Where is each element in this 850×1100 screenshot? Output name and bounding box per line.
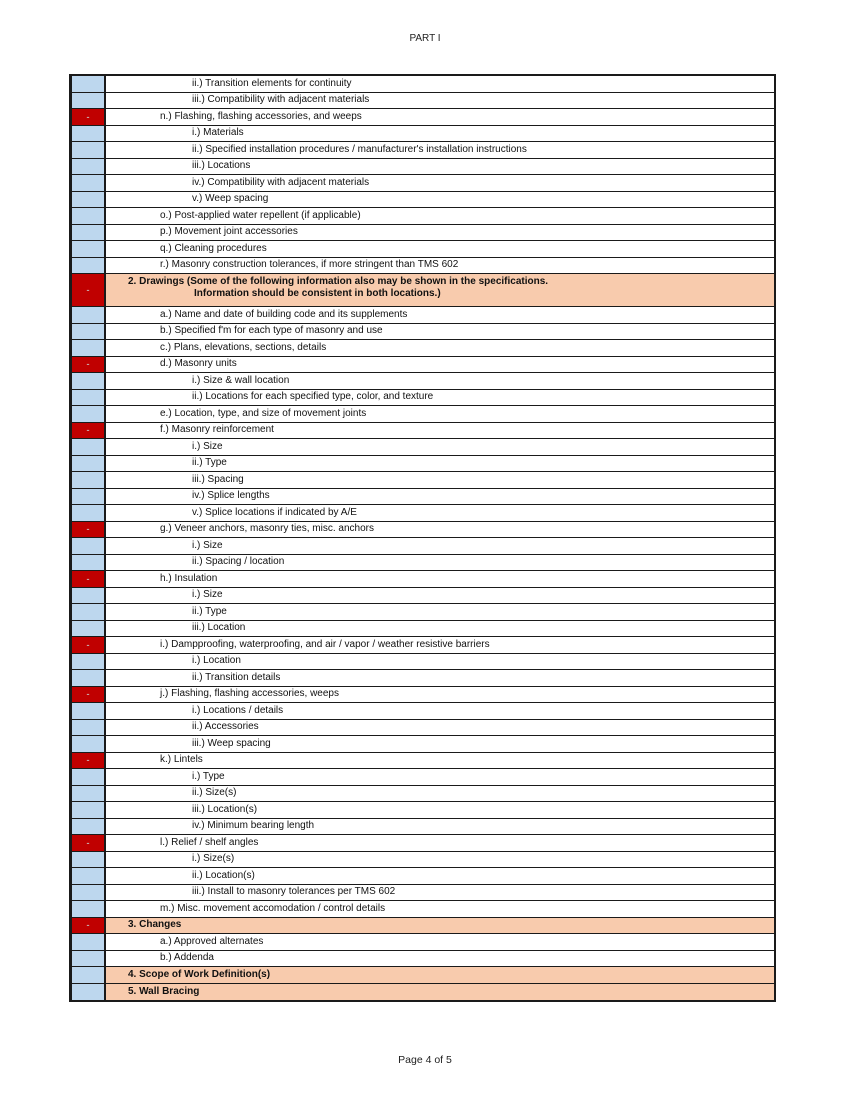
section-row xyxy=(72,967,774,984)
checklist-row xyxy=(72,753,774,770)
checklist-row xyxy=(72,802,774,819)
checklist-row xyxy=(72,225,774,242)
status-cell xyxy=(72,885,106,901)
item-label: i.) Size & wall location xyxy=(106,373,774,389)
checklist-row xyxy=(72,819,774,836)
checklist-row xyxy=(72,489,774,506)
checklist-row xyxy=(72,835,774,852)
item-label: i.) Type xyxy=(106,769,774,785)
checklist-row xyxy=(72,901,774,918)
collapse-toggle-button[interactable]: - xyxy=(72,835,106,851)
item-label: v.) Weep spacing xyxy=(106,192,774,208)
item-label: iii.) Locations xyxy=(106,159,774,175)
section-title: 5. Wall Bracing xyxy=(106,984,774,1001)
checklist-row xyxy=(72,241,774,258)
item-label: n.) Flashing, flashing accessories, and weeps xyxy=(106,109,774,125)
item-label: i.) Size xyxy=(106,588,774,604)
status-cell xyxy=(72,967,106,983)
checklist-row xyxy=(72,786,774,803)
section-title xyxy=(106,274,774,306)
item-label: l.) Relief / shelf angles xyxy=(106,835,774,851)
checklist-row xyxy=(72,868,774,885)
status-cell xyxy=(72,258,106,274)
checklist-row xyxy=(72,555,774,572)
status-cell xyxy=(72,93,106,109)
item-label: c.) Plans, elevations, sections, details xyxy=(106,340,774,356)
checklist-row xyxy=(72,852,774,869)
checklist-row xyxy=(72,670,774,687)
checklist-row xyxy=(72,208,774,225)
checklist-row xyxy=(72,142,774,159)
item-label: i.) Dampproofing, waterproofing, and air / vapor / weather resistive barriers xyxy=(106,637,774,653)
checklist-row xyxy=(72,505,774,522)
status-cell xyxy=(72,324,106,340)
status-cell xyxy=(72,703,106,719)
item-label: f.) Masonry reinforcement xyxy=(106,423,774,439)
item-label: r.) Masonry construction tolerances, if more stringent than TMS 602 xyxy=(106,258,774,274)
checklist-row xyxy=(72,373,774,390)
status-cell xyxy=(72,208,106,224)
checklist-row xyxy=(72,951,774,968)
status-cell xyxy=(72,175,106,191)
item-label: iii.) Install to masonry tolerances per TMS 602 xyxy=(106,885,774,901)
item-label: ii.) Spacing / location xyxy=(106,555,774,571)
item-label: ii.) Transition elements for continuity xyxy=(106,76,774,92)
status-cell xyxy=(72,802,106,818)
item-label: iii.) Spacing xyxy=(106,472,774,488)
collapse-toggle-button[interactable]: - xyxy=(72,687,106,703)
item-label: iv.) Minimum bearing length xyxy=(106,819,774,835)
item-label: k.) Lintels xyxy=(106,753,774,769)
collapse-toggle-button[interactable]: - xyxy=(72,918,106,934)
status-cell xyxy=(72,439,106,455)
status-cell xyxy=(72,819,106,835)
checklist-row xyxy=(72,340,774,357)
item-label: ii.) Type xyxy=(106,456,774,472)
checklist-row xyxy=(72,736,774,753)
checklist-row xyxy=(72,406,774,423)
item-label: g.) Veneer anchors, masonry ties, misc. anchors xyxy=(106,522,774,538)
item-label: i.) Size(s) xyxy=(106,852,774,868)
status-cell xyxy=(72,538,106,554)
item-label: ii.) Size(s) xyxy=(106,786,774,802)
status-cell xyxy=(72,373,106,389)
status-cell xyxy=(72,868,106,884)
checklist-row xyxy=(72,703,774,720)
checklist-table xyxy=(69,74,776,1002)
checklist-row xyxy=(72,126,774,143)
status-cell xyxy=(72,192,106,208)
status-cell xyxy=(72,472,106,488)
item-label: iii.) Weep spacing xyxy=(106,736,774,752)
item-label: ii.) Locations for each specified type, color, and texture xyxy=(106,390,774,406)
item-label: iv.) Splice lengths xyxy=(106,489,774,505)
status-cell xyxy=(72,604,106,620)
checklist-row xyxy=(72,93,774,110)
section-title-line-2: Information should be consistent in both locations.) xyxy=(194,288,441,299)
checklist-row xyxy=(72,571,774,588)
checklist-row xyxy=(72,934,774,951)
section-title: 4. Scope of Work Definition(s) xyxy=(106,967,774,983)
checklist-row xyxy=(72,538,774,555)
status-cell xyxy=(72,505,106,521)
item-label: iii.) Location(s) xyxy=(106,802,774,818)
item-label: a.) Approved alternates xyxy=(106,934,774,950)
checklist-row xyxy=(72,769,774,786)
status-cell xyxy=(72,555,106,571)
status-cell xyxy=(72,456,106,472)
item-label: h.) Insulation xyxy=(106,571,774,587)
status-cell xyxy=(72,241,106,257)
status-cell xyxy=(72,769,106,785)
item-label: p.) Movement joint accessories xyxy=(106,225,774,241)
status-cell xyxy=(72,159,106,175)
status-cell xyxy=(72,621,106,637)
checklist-row xyxy=(72,720,774,737)
checklist-row xyxy=(72,456,774,473)
checklist-row xyxy=(72,439,774,456)
status-cell xyxy=(72,390,106,406)
collapse-toggle-button[interactable]: - xyxy=(72,274,106,306)
collapse-toggle-button[interactable]: - xyxy=(72,571,106,587)
collapse-toggle-button[interactable]: - xyxy=(72,637,106,653)
status-cell xyxy=(72,307,106,323)
collapse-toggle-button[interactable]: - xyxy=(72,753,106,769)
section-row xyxy=(72,984,774,1001)
item-label: iv.) Compatibility with adjacent materials xyxy=(106,175,774,191)
collapse-toggle-button[interactable]: - xyxy=(72,109,106,125)
checklist-row xyxy=(72,390,774,407)
status-cell xyxy=(72,340,106,356)
section-title-line-1: 2. Drawings (Some of the following information also may be shown in the specifications. xyxy=(128,276,549,287)
checklist-row xyxy=(72,687,774,704)
item-label: ii.) Type xyxy=(106,604,774,620)
item-label: j.) Flashing, flashing accessories, weeps xyxy=(106,687,774,703)
item-label: i.) Location xyxy=(106,654,774,670)
item-label: o.) Post-applied water repellent (if applicable) xyxy=(106,208,774,224)
checklist-row xyxy=(72,175,774,192)
status-cell xyxy=(72,984,106,1001)
status-cell xyxy=(72,720,106,736)
collapse-toggle-button[interactable]: - xyxy=(72,357,106,373)
item-label: ii.) Accessories xyxy=(106,720,774,736)
checklist-row xyxy=(72,324,774,341)
item-label: ii.) Location(s) xyxy=(106,868,774,884)
checklist-row xyxy=(72,76,774,93)
status-cell xyxy=(72,406,106,422)
checklist-row xyxy=(72,522,774,539)
page-number: Page 4 of 5 xyxy=(398,1054,452,1066)
checklist-row xyxy=(72,159,774,176)
section-row xyxy=(72,274,774,307)
item-label: d.) Masonry units xyxy=(106,357,774,373)
collapse-toggle-button[interactable]: - xyxy=(72,423,106,439)
status-cell xyxy=(72,786,106,802)
status-cell xyxy=(72,852,106,868)
checklist-row xyxy=(72,472,774,489)
item-label: iii.) Location xyxy=(106,621,774,637)
status-cell xyxy=(72,489,106,505)
item-label: i.) Size xyxy=(106,439,774,455)
section-title: 3. Changes xyxy=(106,918,774,934)
status-cell xyxy=(72,736,106,752)
checklist-row xyxy=(72,588,774,605)
status-cell xyxy=(72,934,106,950)
checklist-row xyxy=(72,109,774,126)
status-cell xyxy=(72,951,106,967)
status-cell xyxy=(72,142,106,158)
item-label: ii.) Specified installation procedures / manufacturer's installation instructions xyxy=(106,142,774,158)
checklist-row xyxy=(72,423,774,440)
checklist-row xyxy=(72,637,774,654)
item-label: b.) Addenda xyxy=(106,951,774,967)
status-cell xyxy=(72,901,106,917)
checklist-row xyxy=(72,258,774,275)
item-label: m.) Misc. movement accomodation / control details xyxy=(106,901,774,917)
status-cell xyxy=(72,126,106,142)
item-label: i.) Locations / details xyxy=(106,703,774,719)
item-label: iii.) Compatibility with adjacent materials xyxy=(106,93,774,109)
status-cell xyxy=(72,76,106,92)
status-cell xyxy=(72,225,106,241)
item-label: ii.) Transition details xyxy=(106,670,774,686)
checklist-row xyxy=(72,192,774,209)
status-cell xyxy=(72,670,106,686)
item-label: a.) Name and date of building code and its supplements xyxy=(106,307,774,323)
checklist-row xyxy=(72,604,774,621)
item-label: q.) Cleaning procedures xyxy=(106,241,774,257)
status-cell xyxy=(72,588,106,604)
item-label: v.) Splice locations if indicated by A/E xyxy=(106,505,774,521)
checklist-row xyxy=(72,621,774,638)
collapse-toggle-button[interactable]: - xyxy=(72,522,106,538)
page-header: PART I xyxy=(409,33,441,44)
checklist-row xyxy=(72,307,774,324)
checklist-row xyxy=(72,654,774,671)
item-label: b.) Specified f'm for each type of masonry and use xyxy=(106,324,774,340)
item-label: i.) Size xyxy=(106,538,774,554)
checklist-row xyxy=(72,357,774,374)
checklist-row xyxy=(72,885,774,902)
status-cell xyxy=(72,654,106,670)
item-label: e.) Location, type, and size of movement joints xyxy=(106,406,774,422)
section-row xyxy=(72,918,774,935)
item-label: i.) Materials xyxy=(106,126,774,142)
